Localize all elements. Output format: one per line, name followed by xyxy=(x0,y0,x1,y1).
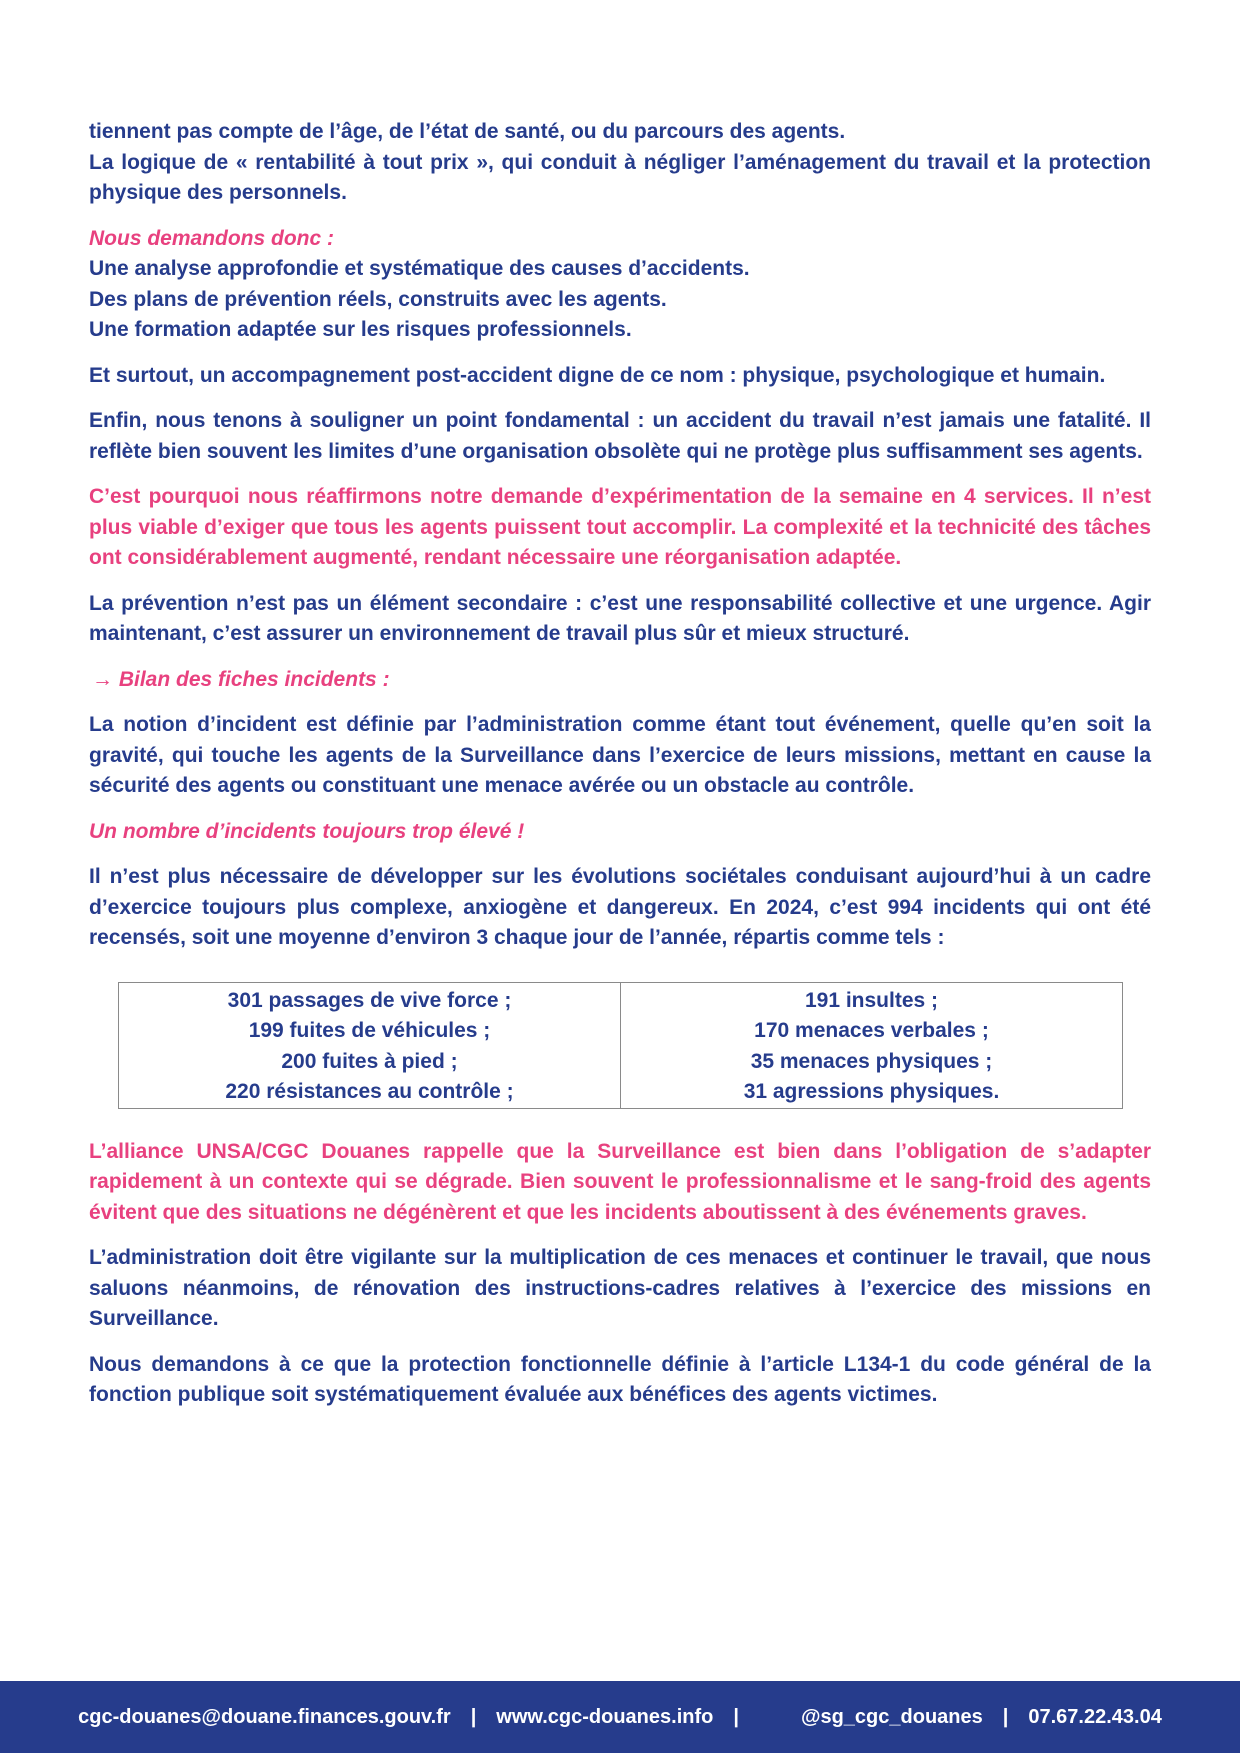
paragraph-rentabilite: La logique de « rentabilité à tout prix », qui conduit à négliger l’aménagement du travail et la protection physique des personnels. xyxy=(89,150,1151,204)
paragraph-evolutions: Il n’est plus nécessaire de développer sur les évolutions sociétales conduisant aujourd’hui à un cadre d’exercice toujours plus complexe, anxiogène et dangereux. En 2024, c’est 994 incidents qui ont été recensés, soit une moyenne d’environ 3 chaque jour de l’année, répartis comme tels : xyxy=(89,865,1151,949)
document-body xyxy=(89,117,1151,1426)
incident-item: 220 résistances au contrôle ; xyxy=(225,1080,514,1103)
paragraph-continuation: tiennent pas compte de l’âge, de l’état de santé, ou du parcours des agents. xyxy=(89,120,846,143)
paragraph-reaffirm: C’est pourquoi nous réaffirmons notre demande d’expérimentation de la semaine en 4 services. Il n’est plus viable d’exiger que tous les agents puissent tout accomplir. La complexité et la technicité des tâches ont considérablement augmenté, rendant nécessaire une réorganisation adaptée. xyxy=(89,485,1151,569)
paragraph-alliance: L’alliance UNSA/CGC Douanes rappelle que la Surveillance est bien dans l’obligation de s’adapter rapidement à un contexte qui se dégrade. Bien souvent le professionnalisme et le sang-froid des agents évitent que des situations ne dégénèrent et que les incidents aboutissent à des événements graves. xyxy=(89,1139,1151,1224)
incident-item: 301 passages de vive force ; xyxy=(227,988,512,1012)
footer-separator: | xyxy=(470,1705,477,1728)
demand-item: Une analyse approfondie et systématique des causes d’accidents. xyxy=(89,257,750,280)
paragraph-notion: La notion d’incident est définie par l’administration comme étant tout événement, quelle qu’en soit la gravité, qui touche les agents de la Surveillance dans l’exercice de leurs missions, mettant en cause la sécurité des agents ou constituant une menace avérée ou un obstacle au contrôle. xyxy=(89,713,1151,797)
incidents-left-cell xyxy=(119,982,621,1108)
incident-item: 199 fuites de véhicules ; xyxy=(248,1019,491,1042)
table-row xyxy=(119,982,1123,1108)
incidents-right-cell xyxy=(621,982,1123,1108)
paragraph-enfin: Enfin, nous tenons à souligner un point fondamental : un accident du travail n’est jamais une fatalité. Il reflète bien souvent les limites d’une organisation obsolète qui ne protège plus suffisamment ses agents. xyxy=(89,409,1151,463)
demand-heading: Nous demandons donc : xyxy=(89,226,335,250)
incident-item: 170 menaces verbales ; xyxy=(754,1019,989,1042)
footer-phone[interactable]: 07.67.22.43.04 xyxy=(1028,1705,1162,1728)
incident-item: 35 menaces physiques ; xyxy=(750,1049,993,1073)
footer-twitter-handle[interactable]: @sg_cgc_douanes xyxy=(800,1705,983,1728)
nombre-heading: Un nombre d’incidents toujours trop élevé ! xyxy=(89,819,525,843)
footer-separator: | xyxy=(1002,1705,1009,1728)
incident-item: 191 insultes ; xyxy=(804,988,939,1012)
footer-bar xyxy=(0,1681,1240,1753)
incident-item: 200 fuites à pied ; xyxy=(281,1049,458,1073)
demand-item: Des plans de prévention réels, construits avec les agents. xyxy=(89,287,667,311)
footer-separator: | xyxy=(733,1705,739,1728)
footer-email-link[interactable]: cgc-douanes@douane.finances.gouv.fr xyxy=(78,1705,451,1728)
incident-item: 31 agressions physiques. xyxy=(743,1080,1000,1103)
paragraph-surtout: Et surtout, un accompagnement post-accident digne de ce nom : physique, psychologique et humain. xyxy=(89,363,1106,387)
paragraph-prevention: La prévention n’est pas un élément secondaire : c’est une responsabilité collective et une urgence. Agir maintenant, c’est assurer un environnement de travail plus sûr et mieux structuré. xyxy=(89,591,1151,645)
bilan-heading: → Bilan des fiches incidents : xyxy=(92,667,390,691)
footer-website-link[interactable]: www.cgc-douanes.info xyxy=(496,1705,714,1728)
paragraph-administration: L’administration doit être vigilante sur la multiplication de ces menaces et continuer le travail, que nous saluons néanmoins, de rénovation des instructions-cadres relatives à l’exercice des missions en Surveillance. xyxy=(89,1246,1151,1330)
incidents-table xyxy=(118,982,1123,1109)
demand-item: Une formation adaptée sur les risques professionnels. xyxy=(89,318,632,341)
paragraph-protection: Nous demandons à ce que la protection fonctionnelle définie à l’article L134-1 du code général de la fonction publique soit systématiquement évaluée aux bénéfices des agents victimes. xyxy=(89,1352,1151,1406)
